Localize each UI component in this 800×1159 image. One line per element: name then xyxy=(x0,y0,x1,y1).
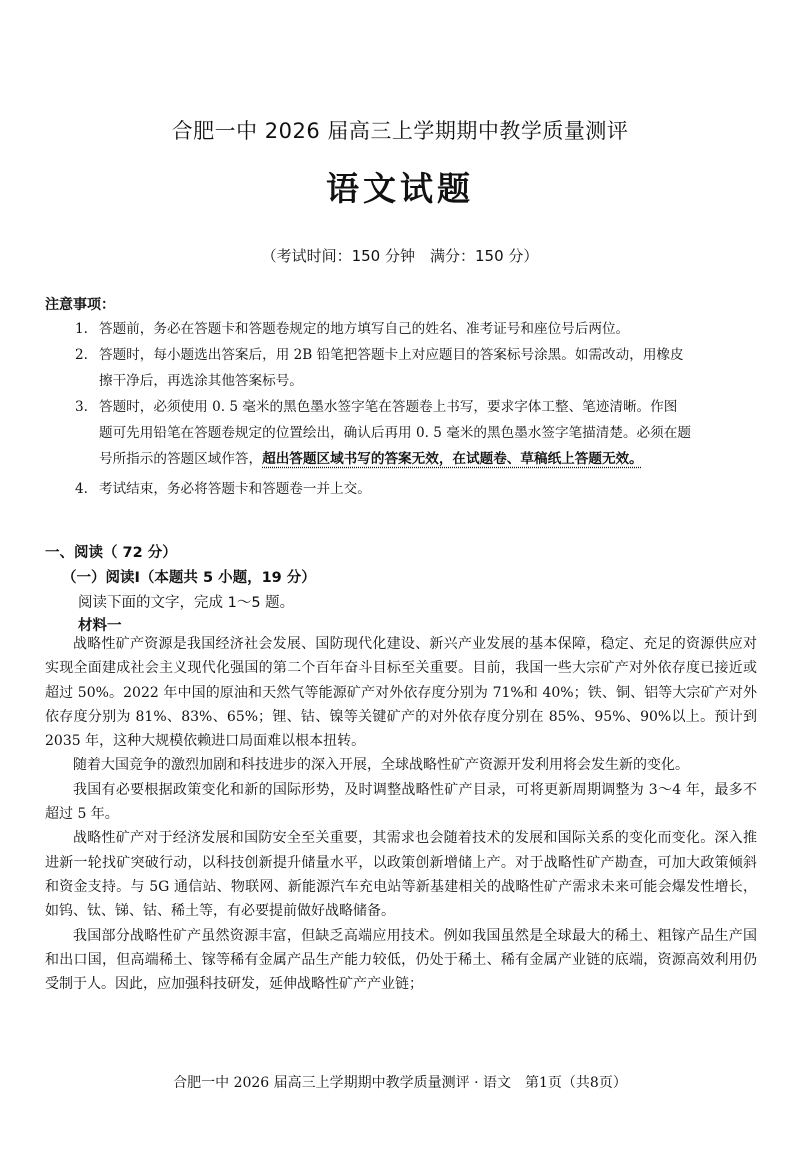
notice-item-4 xyxy=(75,476,765,502)
notice-item-text: 擦干净后，再选涂其他答案标号。 xyxy=(99,373,303,389)
notice-title: 注意事项： xyxy=(45,297,115,313)
paragraph: 随着大国竞争的激烈加剧和科技进步的深入开展，全球战略性矿产资源开发利用将会发生新的变化。 xyxy=(73,757,689,774)
notice-item-1 xyxy=(75,316,765,342)
notice-item-text: 答题前，务必在答题卡和答题卷规定的地方填写自己的姓名、准考证号和座位号后两位。 xyxy=(99,321,630,337)
notice-item-number: 3. xyxy=(75,399,88,415)
material-label: 材料一 xyxy=(78,618,122,634)
section-title: 一、阅读（ 72 分） xyxy=(45,545,177,561)
page-footer: 合肥一中 2026 届高三上学期期中教学质量测评 · 语文 第1页（共8页） xyxy=(173,1075,627,1091)
notice-list xyxy=(75,316,765,502)
paragraph: 我国有必要根据政策变化和新的国际形势，及时调整战略性矿产目录，可将更新周期调整为 3～4 年，最多不超过 5 年。 xyxy=(45,781,757,823)
exam-time-info: （考试时间：150 分钟 满分：150 分） xyxy=(261,247,539,265)
notice-item-text: 考试结束，务必将答题卡和答题卷一并上交。 xyxy=(99,481,371,497)
notice-item-3 xyxy=(75,394,765,472)
reading-instruction: 阅读下面的文字，完成 1～5 题。 xyxy=(78,595,295,611)
paragraph: 战略性矿产对于经济发展和国防安全至关重要，其需求也会随着技术的发展和国际关系的变化而变化。深入推进新一轮找矿突破行动，以科技创新提升储量水平，以政策创新增储上产。对于战略性矿产勘查，可加大政策倾斜和资金支持。与 5G 通信站、物联网、新能源汽车充电站等新基建相关的战略性矿产需求未来可能会爆发性增长，如钨、钛、锑、钴、稀土等，有必要提前做好战略储备。 xyxy=(45,830,757,920)
notice-item-text: 答题时，必须使用 0. 5 毫米的黑色墨水签字笔在答题卷上书写，要求字体工整、笔迹清晰。作图 xyxy=(99,399,678,415)
subject-title: 语文试题 xyxy=(326,169,474,208)
paragraph: 战略性矿产资源是我国经济社会发展、国防现代化建设、新兴产业发展的基本保障，稳定、充足的资源供应对实现全面建成社会主义现代化强国的第二个百年奋斗目标至关重要。目前，我国一些大宗矿产对外依存度已接近或超过 50%。2022 年中国的原油和天然气等能源矿产对外依存度分别为 71%和 40%；铁、铜、铝等大宗矿产对外依存度分别为 81%、83%、65%；锂、钴、镍等关键矿产的对外依存度分别在 85%、95%、90%以上。预计到 2035 年，这种大规模依赖进口局面难以根本扭转。 xyxy=(45,636,757,750)
paragraph: 我国部分战略性矿产虽然资源丰富，但缺乏高端应用技术。例如我国虽然是全球最大的稀土、粗镓产品生产国和出口国，但高端稀土、镓等稀有金属产品生产能力较低，仍处于稀土、稀有金属产业链的底端，资源高效利用仍受制于人。因此，应加强科技研发，延伸战略性矿产产业链； xyxy=(45,927,757,993)
notice-item-emphasis: 超出答题区域书写的答案无效，在试题卷、草稿纸上答题无效。 xyxy=(262,451,643,467)
notice-item-text-plain: 号所指示的答题区域作答， xyxy=(99,451,263,467)
notice-item-number: 1. xyxy=(75,321,88,337)
subsection-title: （一）阅读Ⅰ（本题共 5 小题，19 分） xyxy=(62,570,316,586)
notice-item-number: 2. xyxy=(75,347,88,363)
material-body xyxy=(45,632,757,996)
notice-item-2 xyxy=(75,342,765,394)
notice-item-text: 答题时，每小题选出答案后，用 2B 铅笔把答题卡上对应题目的答案标号涂黑。如需改动，用橡皮 xyxy=(99,347,684,363)
notice-item-number: 4. xyxy=(75,481,88,497)
notice-item-text: 题可先用铅笔在答题卷规定的位置绘出，确认后再用 0. 5 毫米的黑色墨水签字笔描清楚。必须在题 xyxy=(99,425,691,441)
notice-item-text xyxy=(75,446,765,472)
exam-title: 合肥一中 2026 届高三上学期期中教学质量测评 xyxy=(171,119,629,143)
